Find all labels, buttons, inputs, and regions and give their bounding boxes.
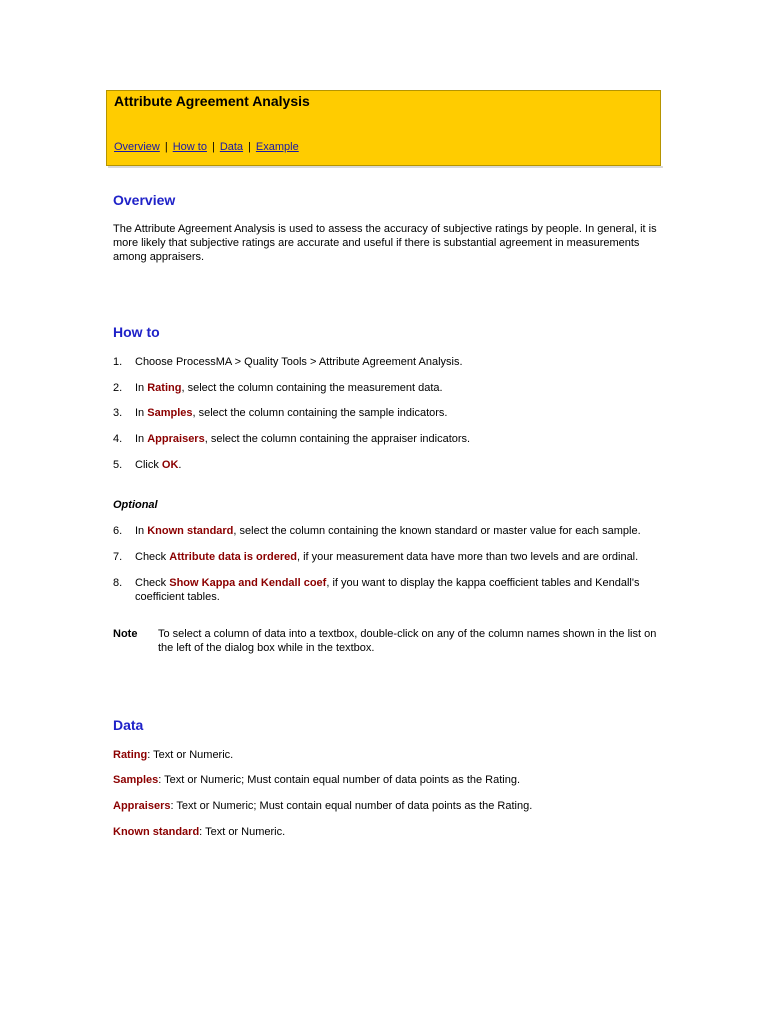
step-text-pre: Choose ProcessMA > Quality Tools > Attribute Agreement Analysis.: [135, 356, 463, 368]
data-line: [113, 748, 663, 762]
data-keyword: Known standard: [113, 826, 200, 838]
nav-separator: |: [248, 141, 251, 153]
step-text-pre: Check: [135, 577, 170, 589]
step-text-post: , select the column containing the known standard or master value for each sample.: [233, 525, 641, 537]
step-number: 5.: [113, 459, 123, 471]
step-keyword: OK: [161, 459, 179, 471]
step-text: [135, 524, 663, 538]
overview-heading: Overview: [113, 192, 176, 208]
step-text-post: , select the column containing the appraiser indicators.: [204, 433, 471, 445]
step-text: [135, 458, 663, 472]
nav-separator: |: [211, 141, 215, 153]
step-text-post: .: [178, 459, 182, 471]
step-number: 7.: [113, 551, 123, 563]
howto-heading: How to: [113, 324, 160, 340]
banner-shadow: [108, 166, 663, 168]
step-number: 6.: [113, 525, 123, 537]
step-text: [135, 550, 663, 564]
step-text: [135, 355, 663, 369]
step-text-post: , if you want to display the kappa coefficient tables and Kendall's coefficient tables.: [135, 577, 640, 603]
step-text-post: , select the column containing the sample indicators.: [192, 407, 448, 419]
overview-text: The Attribute Agreement Analysis is used to assess the accuracy of subjective ratings by people. In general, it is more likely that subjective ratings are accurate and useful if there is substantial agreement in measurements among appraisers.: [113, 223, 657, 263]
step-text: [135, 406, 663, 420]
nav-link-data[interactable]: Data: [219, 141, 244, 153]
step-text-post: , select the column containing the measurement data.: [181, 382, 443, 394]
step-text: [135, 381, 663, 395]
data-text: : Text or Numeric.: [147, 749, 234, 761]
step-keyword: Known standard: [147, 525, 234, 537]
nav-link-example[interactable]: Example: [255, 141, 299, 153]
step-text-pre: In: [135, 525, 148, 537]
nav-separator: |: [164, 141, 168, 153]
step-keyword: Samples: [147, 407, 193, 419]
step-text-pre: In: [135, 407, 148, 419]
data-keyword: Rating: [113, 749, 148, 761]
data-heading: Data: [113, 717, 144, 733]
page-title: Attribute Agreement Analysis: [114, 93, 310, 109]
step-number: 4.: [113, 433, 123, 445]
step-keyword: Show Kappa and Kendall coef: [169, 577, 327, 589]
step-number: 2.: [113, 382, 123, 394]
data-line: [113, 825, 663, 839]
step-text-pre: Check: [135, 551, 170, 563]
nav-link-overview[interactable]: Overview: [114, 141, 160, 153]
step-number: 1.: [113, 356, 123, 368]
data-keyword: Appraisers: [113, 800, 171, 812]
optional-label: Optional: [113, 499, 158, 511]
step-keyword: Rating: [147, 382, 182, 394]
step-number: 8.: [113, 577, 123, 589]
step-keyword: Attribute data is ordered: [169, 551, 297, 563]
step-text: [135, 432, 663, 446]
note-text: To select a column of data into a textbox, double-click on any of the column names shown in the list on the left of the dialog box while in the textbox.: [158, 628, 657, 654]
data-text: : Text or Numeric; Must contain equal number of data points as the Rating.: [158, 774, 521, 786]
data-line: [113, 773, 663, 787]
section-nav: [114, 140, 299, 154]
step-number: 3.: [113, 407, 123, 419]
step-text-pre: Click: [135, 459, 162, 471]
data-line: [113, 799, 663, 813]
note-label: Note: [113, 628, 138, 640]
data-text: : Text or Numeric.: [199, 826, 286, 838]
nav-link-how-to[interactable]: How to: [172, 141, 207, 153]
step-text-pre: In: [135, 382, 148, 394]
step-text: [135, 576, 663, 604]
step-keyword: Appraisers: [147, 433, 205, 445]
step-text-post: , if your measurement data have more than two levels and are ordinal.: [297, 551, 639, 563]
step-text-pre: In: [135, 433, 148, 445]
data-keyword: Samples: [113, 774, 159, 786]
data-text: : Text or Numeric; Must contain equal number of data points as the Rating.: [170, 800, 533, 812]
header-banner: [106, 90, 661, 166]
